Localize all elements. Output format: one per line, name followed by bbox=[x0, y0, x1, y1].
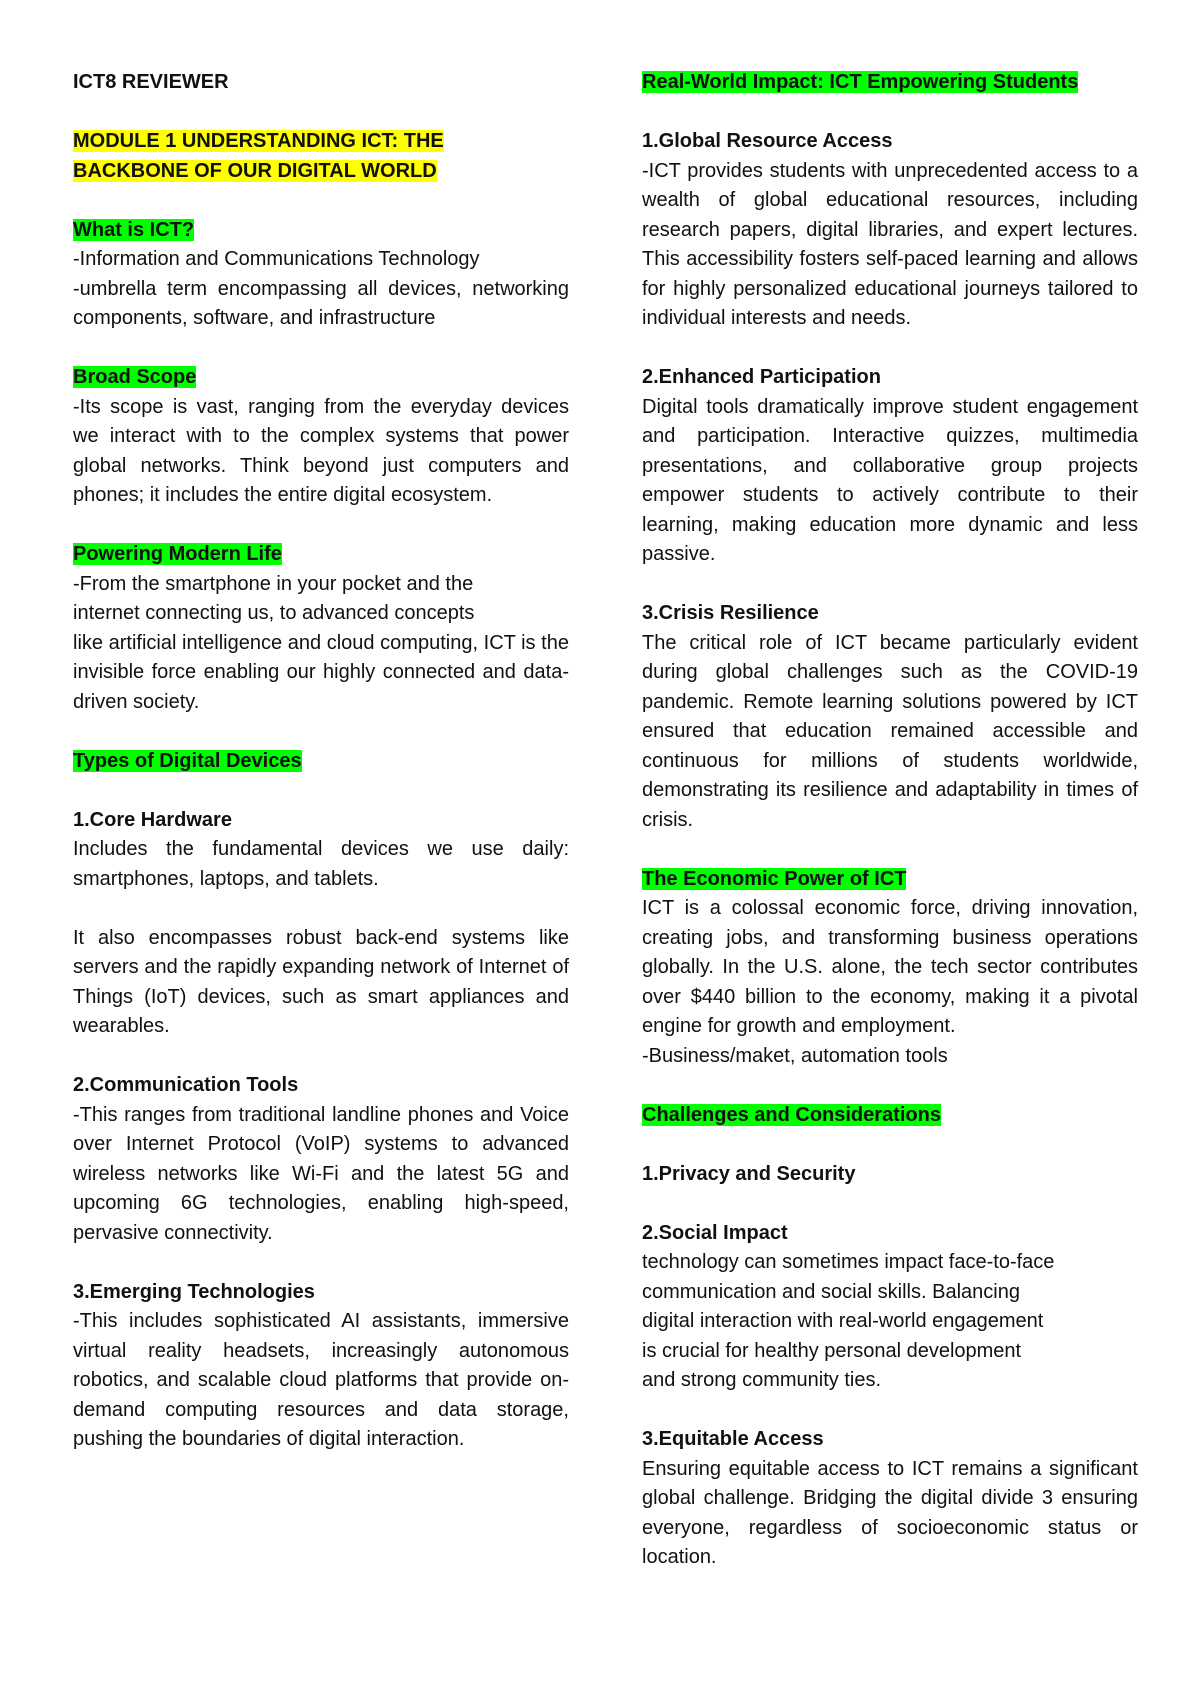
what-is-ict-line2: -umbrella term encompassing all devices, networking components, software, and infrastructure bbox=[73, 277, 569, 329]
social-impact-line4: is crucial for healthy personal development bbox=[642, 1339, 1022, 1362]
left-column bbox=[73, 68, 569, 1455]
core-hardware-text1: Includes the fundamental devices we use daily: smartphones, laptops, and tablets. bbox=[73, 838, 569, 890]
powering-modern-life-heading: Powering Modern Life bbox=[73, 543, 282, 565]
communication-tools-title: 2.Communication Tools bbox=[73, 1074, 299, 1096]
global-resource-text: -ICT provides students with unprecedented access to a wealth of global educational resources, including research papers, digital libraries, and expert lectures. This accessibility fosters self-paced learning and allows for highly personalized educational journeys tailored to individual interests and needs. bbox=[642, 159, 1138, 329]
enhanced-participation-text: Digital tools dramatically improve student engagement and participation. Interactive quizzes, multimedia presentations, and collaborative group projects empower students to actively contribute to their learning, making education more dynamic and less passive. bbox=[642, 395, 1138, 565]
social-impact-line5: and strong community ties. bbox=[642, 1369, 881, 1391]
crisis-resilience-text: The critical role of ICT became particularly evident during global challenges such as the COVID-19 pandemic. Remote learning solutions powered by ICT ensured that education remained accessible and continuous for millions of students worldwide, demonstrating its resilience and adaptability in times of crisis. bbox=[642, 631, 1138, 831]
broad-scope-heading: Broad Scope bbox=[73, 366, 197, 388]
document-title: ICT8 REVIEWER bbox=[73, 71, 229, 93]
powering-modern-life-line2: internet connecting us, to advanced concepts bbox=[73, 602, 475, 624]
module-heading-line2: BACKBONE OF OUR DIGITAL WORLD bbox=[73, 159, 437, 182]
powering-modern-life-line3: like artificial intelligence and cloud computing, ICT is the invisible force enabling our highly connected and data-driven society. bbox=[73, 631, 569, 713]
equitable-access-text: Ensuring equitable access to ICT remains a significant global challenge. Bridging the digital divide 3 ensuring everyone, regardless of socioeconomic status or location. bbox=[642, 1457, 1138, 1568]
emerging-technologies-title: 3.Emerging Technologies bbox=[73, 1280, 315, 1303]
social-impact-line1: technology can sometimes impact face-to-face bbox=[642, 1251, 1055, 1273]
social-impact-title: 2.Social Impact bbox=[642, 1221, 788, 1244]
what-is-ict-line1: -Information and Communications Technology bbox=[73, 248, 480, 270]
economic-power-text: ICT is a colossal economic force, driving innovation, creating jobs, and transforming business operations globally. In the U.S. alone, the tech sector contributes over $440 billion to the economy, making it a pivotal engine for growth and employment. bbox=[642, 897, 1138, 1037]
real-world-impact-heading: Real-World Impact: ICT Empowering Students bbox=[642, 71, 1079, 93]
equitable-access-title: 3.Equitable Access bbox=[642, 1428, 824, 1450]
communication-tools-text: -This ranges from traditional landline phones and Voice over Internet Protocol (VoIP) systems to advanced wireless networks like Wi-Fi and the latest 5G and upcoming 6G technologies, enabling high-speed, pervasive connectivity. bbox=[73, 1103, 569, 1244]
social-impact-line3: digital interaction with real-world engagement bbox=[642, 1310, 1044, 1332]
economic-power-line2: -Business/maket, automation tools bbox=[642, 1044, 948, 1067]
module-heading-line1: MODULE 1 UNDERSTANDING ICT: THE bbox=[73, 130, 444, 152]
enhanced-participation-title: 2.Enhanced Participation bbox=[642, 366, 881, 388]
social-impact-line2: communication and social skills. Balancing bbox=[642, 1280, 1020, 1303]
challenges-heading: Challenges and Considerations bbox=[642, 1103, 941, 1126]
economic-power-heading: The Economic Power of ICT bbox=[642, 867, 907, 890]
broad-scope-text: -Its scope is vast, ranging from the everyday devices we interact with to the complex systems that power global networks. Think beyond just computers and phones; it includes the entire digital ecosystem. bbox=[73, 395, 569, 506]
what-is-ict-heading: What is ICT? bbox=[73, 218, 195, 241]
types-of-devices-heading: Types of Digital Devices bbox=[73, 749, 302, 772]
global-resource-title: 1.Global Resource Access bbox=[642, 130, 893, 152]
right-column bbox=[642, 68, 1138, 1573]
core-hardware-title: 1.Core Hardware bbox=[73, 808, 232, 831]
core-hardware-text2: It also encompasses robust back-end systems like servers and the rapidly expanding network of Internet of Things (IoT) devices, such as smart appliances and wearables. bbox=[73, 926, 569, 1037]
emerging-technologies-text: -This includes sophisticated AI assistants, immersive virtual reality headsets, increasingly autonomous robotics, and scalable cloud platforms that provide on-demand computing resources and data storage, pushing the boundaries of digital interaction. bbox=[73, 1310, 569, 1450]
privacy-title: 1.Privacy and Security bbox=[642, 1162, 856, 1185]
module-heading bbox=[73, 127, 569, 186]
powering-modern-life-line1: -From the smartphone in your pocket and the bbox=[73, 572, 474, 595]
crisis-resilience-title: 3.Crisis Resilience bbox=[642, 602, 819, 624]
